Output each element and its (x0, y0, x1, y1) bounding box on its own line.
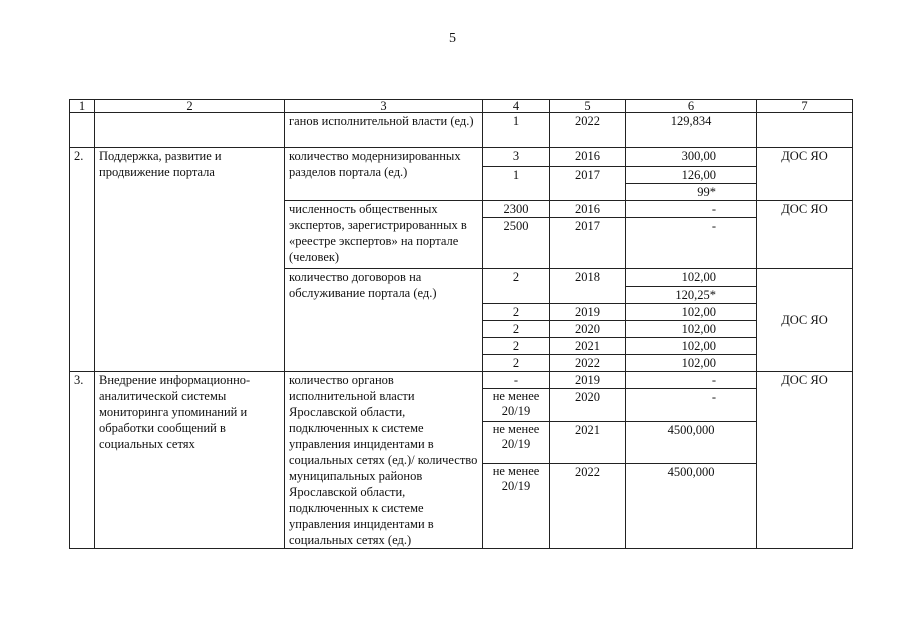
row-number: 3. (70, 372, 95, 549)
amount-cell: 300,00 (626, 148, 757, 167)
indicator-cell: ганов исполнительной власти (ед.) (285, 113, 483, 148)
table-row (70, 372, 853, 389)
header-cell: 1 (70, 100, 95, 113)
indicator-cell: численность общественных экспертов, зарегистрированных в «реестре экспертов» на портале (человек) (285, 201, 483, 269)
value-cell: 1 (483, 113, 550, 148)
amount-cell: 102,00 (626, 304, 757, 321)
indicator-cell: количество договоров на обслуживание портала (ед.) (285, 269, 483, 372)
indicator-cell: количество органов исполнительной власти Ярославской области, подключенных к системе управления инцидентами в социальных сетях (ед.)/ количество муниципальных районов Ярославской области, подключенных к системе управления инцидентами в социальных сетях (ед.) (285, 372, 483, 549)
year-cell: 2019 (550, 372, 626, 389)
header-cell: 6 (626, 100, 757, 113)
year-cell: 2016 (550, 201, 626, 218)
amount-cell: 102,00 (626, 321, 757, 338)
value-cell: не менее 20/19 (483, 389, 550, 422)
year-cell: 2016 (550, 148, 626, 167)
header-cell: 7 (757, 100, 853, 113)
year-cell: 2017 (550, 218, 626, 269)
value-cell: 2 (483, 321, 550, 338)
value-cell: 2300 (483, 201, 550, 218)
executor-cell: ДОС ЯО (757, 269, 853, 372)
activity-name: Внедрение информационно-аналитической системы мониторинга упоминаний и обработки сообщений в социальных сетях (95, 372, 285, 549)
value-cell: 2 (483, 355, 550, 372)
year-cell: 2019 (550, 304, 626, 321)
value-cell: 2 (483, 269, 550, 304)
page-number: 5 (449, 31, 456, 46)
year-cell: 2022 (550, 464, 626, 549)
amount-extra-cell: 120,25* (626, 287, 757, 304)
year-cell: 2020 (550, 321, 626, 338)
year-cell: 2021 (550, 338, 626, 355)
value-cell: 2 (483, 304, 550, 321)
executor-cell: ДОС ЯО (757, 372, 853, 549)
amount-cell: 129,834 (626, 113, 757, 148)
amount-cell: 102,00 (626, 269, 757, 287)
executor-cell: ДОС ЯО (757, 201, 853, 269)
year-cell: 2018 (550, 269, 626, 304)
amount-cell: - (626, 201, 757, 218)
header-cell: 4 (483, 100, 550, 113)
value-cell: не менее 20/19 (483, 422, 550, 464)
year-cell: 2021 (550, 422, 626, 464)
table-row (70, 148, 853, 167)
amount-cell: 126,00 (626, 167, 757, 184)
amount-cell: 4500,000 (626, 422, 757, 464)
year-cell: 2022 (550, 355, 626, 372)
header-cell: 5 (550, 100, 626, 113)
year-cell: 2022 (550, 113, 626, 148)
data-table (69, 99, 853, 549)
year-cell: 2017 (550, 167, 626, 201)
indicator-cell: количество модернизированных разделов портала (ед.) (285, 148, 483, 201)
amount-cell: 102,00 (626, 338, 757, 355)
amount-extra-cell: 99* (626, 184, 757, 201)
header-row (70, 100, 853, 113)
activity-name: Поддержка, развитие и продвижение портала (95, 148, 285, 372)
year-cell: 2020 (550, 389, 626, 422)
value-cell: 2500 (483, 218, 550, 269)
value-cell: - (483, 372, 550, 389)
value-cell: 1 (483, 167, 550, 201)
amount-cell: 4500,000 (626, 464, 757, 549)
amount-cell: 102,00 (626, 355, 757, 372)
header-cell: 2 (95, 100, 285, 113)
table-row (70, 113, 853, 148)
executor-cell: ДОС ЯО (757, 148, 853, 201)
amount-cell: - (626, 372, 757, 389)
amount-cell: - (626, 389, 757, 422)
row-number: 2. (70, 148, 95, 372)
amount-cell: - (626, 218, 757, 269)
value-cell: 2 (483, 338, 550, 355)
header-cell: 3 (285, 100, 483, 113)
value-cell: не менее 20/19 (483, 464, 550, 549)
value-cell: 3 (483, 148, 550, 167)
